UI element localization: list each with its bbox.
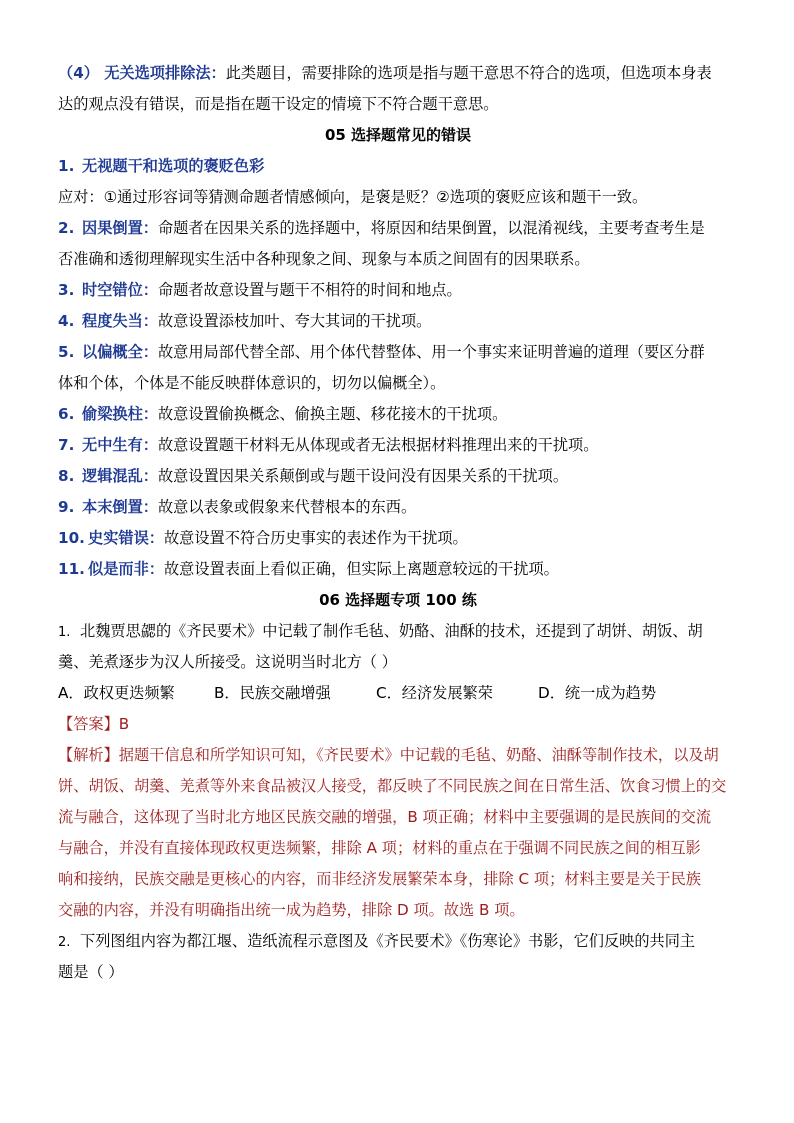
- question-options: [58, 678, 738, 709]
- analysis-line-4: [58, 833, 738, 864]
- error-title: 以偏概全：: [82, 343, 158, 361]
- analysis-line-2: [58, 771, 738, 802]
- answer-line: [58, 709, 738, 740]
- error-text: 体和个体，个体是不能反映群体意识的，切勿以偏概全）。: [58, 374, 446, 392]
- error-item-11: [58, 554, 738, 585]
- analysis-text: 交融的内容，并没有明确指出统一成为趋势，排除 D 项。故选 B 项。: [58, 901, 525, 919]
- error-number: 5.: [58, 343, 75, 361]
- error-item-6: [58, 399, 738, 430]
- error-title: 无视题干和选项的褒贬色彩: [82, 157, 265, 175]
- analysis-label: 【解析】: [58, 746, 119, 764]
- errors-list: [58, 151, 738, 585]
- error-text: 故意用局部代替全部、用个体代替整体、用一个事实来证明普遍的道理（要区分群: [157, 343, 705, 361]
- error-item-5: [58, 337, 738, 368]
- question-stem: [58, 616, 738, 647]
- error-title: 偷梁换柱：: [82, 405, 158, 423]
- option-d: D．统一成为趋势: [538, 684, 657, 702]
- error-title: 因果倒置：: [82, 219, 158, 237]
- analysis-text: 响和接纳，民族交融是更核心的内容，而非经济发展繁荣本身，排除 C 项；材料主要是关于民族: [58, 870, 701, 888]
- error-item-2-cont: [58, 244, 738, 275]
- error-number: 8.: [58, 467, 75, 485]
- error-number: 1.: [58, 157, 75, 175]
- question-stem-cont: [58, 647, 738, 678]
- section4-text-cont: 达的观点没有错误，而是指在题干设定的情境下不符合题干意思。: [58, 95, 499, 113]
- error-title: 逻辑混乱：: [82, 467, 158, 485]
- analysis-line-6: [58, 895, 738, 926]
- error-number: 2.: [58, 219, 75, 237]
- option-b: B．民族交融增强: [214, 684, 331, 702]
- error-item-7: [58, 430, 738, 461]
- error-item-3: [58, 275, 738, 306]
- question-stem-text: 北魏贾思勰的《齐民要术》中记载了制作毛毡、奶酪、油酥的技术，还提到了胡饼、胡饭、胡: [80, 622, 703, 640]
- analysis-line-5: [58, 864, 738, 895]
- analysis-text: 饼、胡饭、胡羹、羌煮等外来食品被汉人接受，都反映了不同民族之间在日常生活、饮食习惯上的交: [58, 777, 727, 795]
- question-1: [58, 616, 738, 926]
- question-number: 1.: [58, 625, 71, 640]
- question-stem-text: 下列图组内容为都江堰、造纸流程示意图及《齐民要术》《伤寒论》书影，它们反映的共同主: [80, 932, 696, 950]
- answer-value: B: [118, 715, 130, 733]
- error-number: 7.: [58, 436, 75, 454]
- question-stem: [58, 926, 738, 957]
- error-text: 故意以表象或假象来代替根本的东西。: [157, 498, 417, 516]
- heading-05: 05 选择题常见的错误: [324, 126, 472, 144]
- error-text: 应对：①通过形容词等猜测命题者情感倾向，是褒是贬？②选项的褒贬应该和题干一致。: [58, 188, 648, 206]
- error-text: 命题者在因果关系的选择题中，将原因和结果倒置，以混淆视线，主要考查考生是: [157, 219, 705, 237]
- error-item-9: [58, 492, 738, 523]
- error-text: 故意设置表面上看似正确，但实际上离题意较远的干扰项。: [163, 560, 559, 578]
- error-number: 6.: [58, 405, 75, 423]
- section4-line2: [58, 89, 738, 120]
- analysis-text: 与融合，并没有直接体现政权更迭频繁，排除 A 项；材料的重点在于强调不同民族之间的相互影: [58, 839, 701, 857]
- error-title: 似是而非：: [88, 560, 164, 578]
- error-title: 本末倒置：: [82, 498, 158, 516]
- error-item-1: [58, 151, 738, 182]
- error-title: 史实错误：: [88, 529, 164, 547]
- option-c: C．经济发展繁荣: [376, 684, 493, 702]
- error-text: 故意设置偷换概念、偷换主题、移花接木的干扰项。: [157, 405, 508, 423]
- error-number: 11.: [58, 560, 85, 578]
- section4-line1: [58, 58, 738, 89]
- answer-label: 【答案】: [58, 715, 119, 733]
- error-text: 否准确和透彻理解现实生活中各种现象之间、现象与本质之间固有的因果联系。: [58, 250, 590, 268]
- error-text: 故意设置添枝加叶、夸大其词的干扰项。: [157, 312, 432, 330]
- error-number: 9.: [58, 498, 75, 516]
- error-text: 命题者故意设置与题干不相符的时间和地点。: [157, 281, 462, 299]
- heading-06: 06 选择题专项 100 练: [319, 591, 477, 609]
- error-item-1-response: [58, 182, 738, 213]
- error-number: 3.: [58, 281, 75, 299]
- question-stem-text: 题是（ ）: [58, 963, 124, 981]
- error-item-5-cont: [58, 368, 738, 399]
- analysis-text: 流与融合，这体现了当时北方地区民族交融的增强，B 项正确；材料中主要强调的是民族间的交流: [58, 808, 712, 826]
- error-item-10: [58, 523, 738, 554]
- analysis-text: 据题干信息和所学知识可知，《齐民要术》中记载的毛毡、奶酪、油酥等制作技术，以及胡: [118, 746, 719, 764]
- analysis-line-1: [58, 740, 738, 771]
- question-stem-text: 羹、羌煮逐步为汉人所接受。这说明当时北方（ ）: [58, 653, 397, 671]
- question-number: 2.: [58, 935, 71, 950]
- error-number: 10.: [58, 529, 85, 547]
- section4-text: 此类题目，需要排除的选项是指与题干意思不符合的选项，但选项本身表: [225, 64, 712, 82]
- error-text: 故意设置不符合历史事实的表述作为干扰项。: [163, 529, 468, 547]
- error-title: 时空错位：: [82, 281, 158, 299]
- question-stem-cont: [58, 957, 738, 988]
- error-text: 故意设置因果关系颠倒或与题干设问没有因果关系的干扰项。: [157, 467, 568, 485]
- document-page: [58, 58, 738, 988]
- error-text: 故意设置题干材料无从体现或者无法根据材料推理出来的干扰项。: [157, 436, 599, 454]
- question-2: [58, 926, 738, 988]
- section4-label: （4） 无关选项排除法：: [58, 64, 226, 82]
- error-title: 程度失当：: [82, 312, 158, 330]
- error-item-4: [58, 306, 738, 337]
- error-item-8: [58, 461, 738, 492]
- error-item-2: [58, 213, 738, 244]
- error-title: 无中生有：: [82, 436, 158, 454]
- option-a: A．政权更迭频繁: [58, 684, 175, 702]
- error-number: 4.: [58, 312, 75, 330]
- analysis-line-3: [58, 802, 738, 833]
